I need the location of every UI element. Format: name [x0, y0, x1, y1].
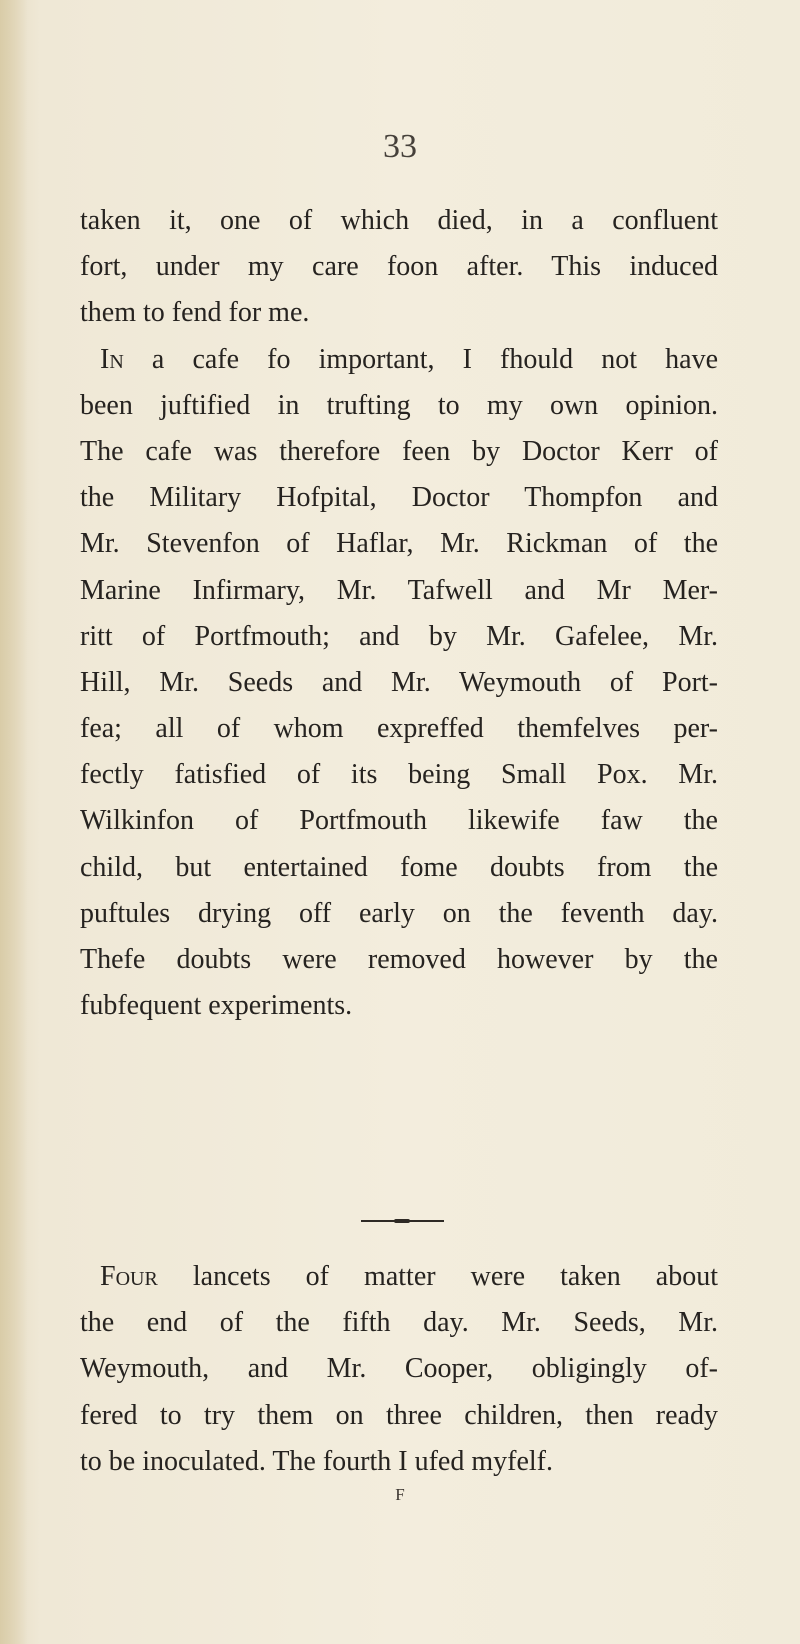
- text-line: [80, 1254, 718, 1300]
- text-line: Wilkinfon of Portfmouth likewife faw the: [80, 805, 718, 837]
- text-line: fort, under my care foon after. This induced: [80, 251, 718, 283]
- section-divider-rule: [361, 1220, 444, 1222]
- text-line: to be inoculated. The fourth I ufed myfelf.: [80, 1445, 553, 1477]
- paragraph-lead-word: In: [100, 343, 124, 375]
- paragraph-lead-word: Four: [100, 1261, 158, 1292]
- text-line: them to fend for me.: [80, 297, 310, 329]
- text-line: the Military Hofpital, Doctor Thompfon and: [80, 482, 718, 514]
- page-number: 33: [383, 128, 417, 165]
- text-line: Hill, Mr. Seeds and Mr. Weymouth of Port-: [80, 666, 718, 698]
- text-line: the end of the fifth day. Mr. Seeds, Mr.: [80, 1307, 718, 1339]
- text-line-rest: a cafe fo important, I fhould not have: [123, 343, 718, 375]
- text-line: fea; all of whom expreffed themfelves per-: [80, 713, 718, 745]
- text-line: [80, 337, 718, 383]
- text-line-rest: lancets of matter were taken about: [157, 1261, 718, 1292]
- text-line: fubfequent experiments.: [80, 990, 353, 1022]
- paragraph-2: [80, 337, 718, 1030]
- text-line: been juftified in trufting to my own opinion.: [80, 389, 718, 421]
- text-line: fered to try them on three children, then ready: [80, 1399, 718, 1431]
- paragraph-3: [80, 1254, 718, 1485]
- text-line: Thefe doubts were removed however by the: [80, 944, 718, 976]
- text-line: Weymouth, and Mr. Cooper, obligingly of-: [80, 1353, 718, 1385]
- text-line: ritt of Portfmouth; and by Mr. Gafelee, Mr.: [80, 620, 718, 652]
- text-line: The cafe was therefore feen by Doctor Kerr of: [80, 435, 718, 467]
- text-line: child, but entertained fome doubts from the: [80, 851, 718, 883]
- signature-mark: F: [395, 1485, 405, 1504]
- text-line: taken it, one of which died, in a confluent: [80, 205, 718, 236]
- paragraph-1: [80, 198, 718, 337]
- text-line: fectly fatisfied of its being Small Pox. Mr.: [80, 759, 718, 791]
- page-edge-shadow: [0, 0, 28, 1644]
- text-line: Marine Infirmary, Mr. Tafwell and Mr Mer-: [80, 574, 718, 606]
- text-line: puftules drying off early on the feventh day.: [80, 897, 718, 929]
- text-line: Mr. Stevenfon of Haflar, Mr. Rickman of the: [80, 528, 718, 560]
